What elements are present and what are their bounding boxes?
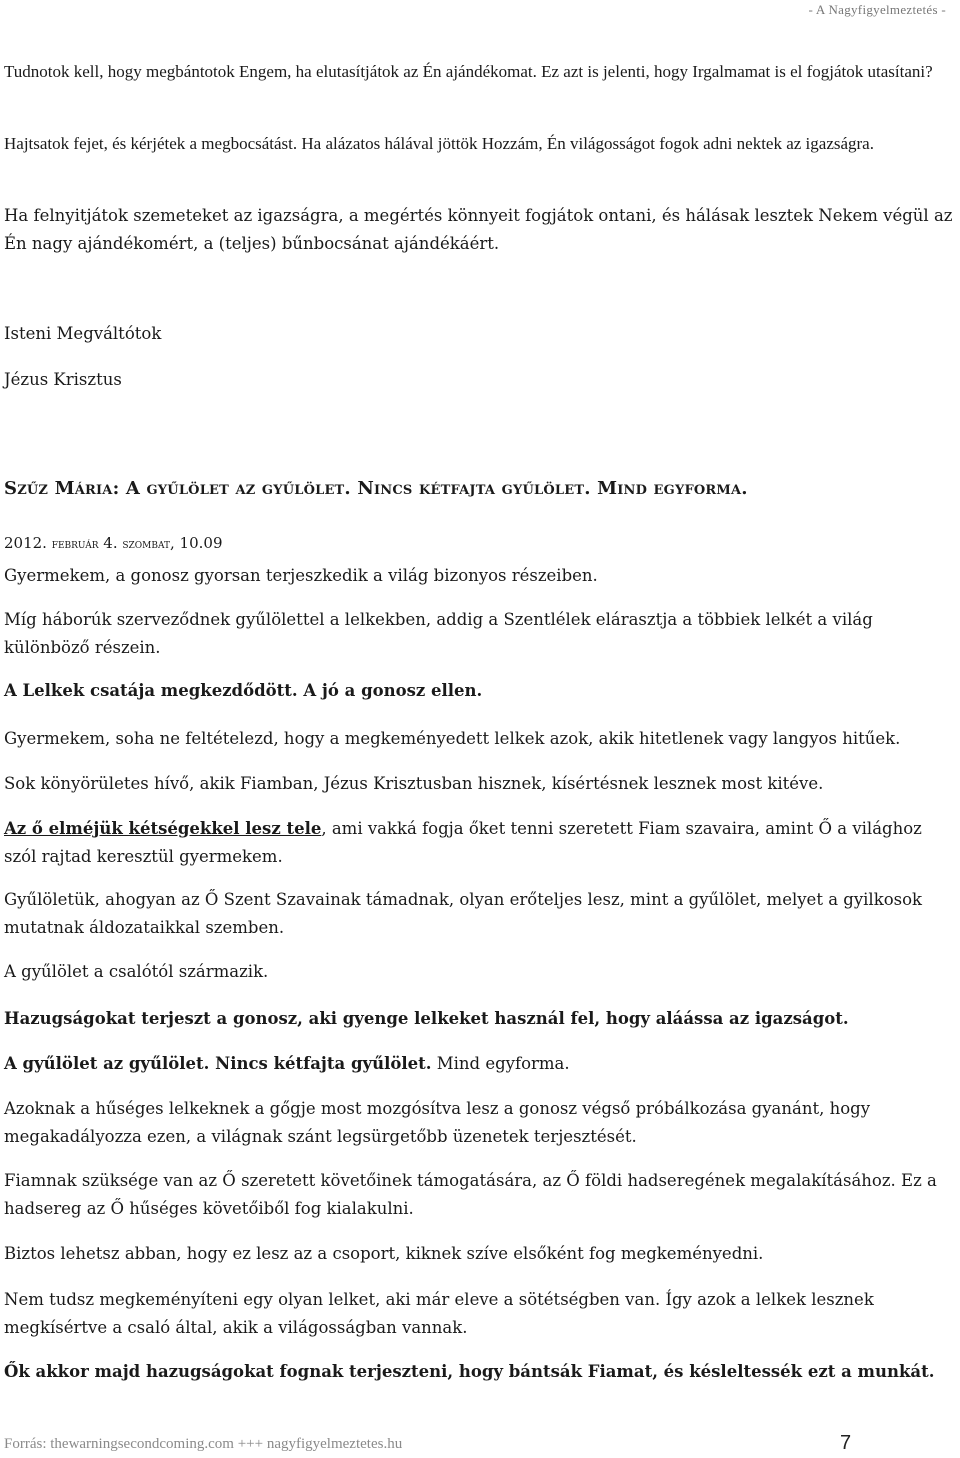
message-paragraph-12: Fiamnak szüksége van az Ő szeretett követőinek támogatására, az Ő földi hadseregének megalakításához. Ez a hadsereg az Ő hűséges követőiből fog kialakulni. xyxy=(4,1171,937,1218)
paragraph-6-rest: , ami vakká fogja őket tenni szeretett Fiam szavaira, amint Ő a világhoz szól rajtad keresztül gyermekem. xyxy=(4,819,922,866)
message-paragraph-14: Nem tudsz megkeményíteni egy olyan lelket, aki már eleve a sötétségben van. Így azok a lelkek lesznek megkísértve a csaló által, akik a világosságban vannak. xyxy=(4,1290,874,1337)
message-paragraph-6 xyxy=(4,815,958,871)
date-month: február xyxy=(51,537,99,552)
signature-line-1: Isteni Megváltótok xyxy=(4,324,162,343)
footer-source: Forrás: thewarningsecondcoming.com +++ nagyfigyelmeztetes.hu xyxy=(4,1436,403,1452)
paragraph-10-bold: A gyűlölet az gyűlölet. Nincs kétfajta gyűlölet. xyxy=(4,1054,432,1073)
message-date xyxy=(4,534,223,552)
message-paragraph-2: Míg háborúk szerveződnek gyűlölettel a lelkekben, addig a Szentlélek elárasztja a többiek lelkét a világ különböző részein. xyxy=(4,610,873,657)
message-paragraph-13: Biztos lehetsz abban, hogy ez lesz az a csoport, kiknek szíve elsőként fog megkeményedni. xyxy=(4,1244,764,1263)
message-paragraph-9: Hazugságokat terjeszt a gonosz, aki gyenge lelkeket használ fel, hogy aláássa az igazságot. xyxy=(4,1009,849,1028)
message-paragraph-8: A gyűlölet a csalótól származik. xyxy=(4,962,269,981)
message-paragraph-7: Gyűlöletük, ahogyan az Ő Szent Szavainak támadnak, olyan erőteljes lesz, mint a gyűlölet, melyet a gyilkosok mutatnak áldozataikkal szemben. xyxy=(4,890,923,937)
running-header: - A Nagyfigyelmeztetés - xyxy=(808,2,946,17)
emphasis-underlined: Az ő elméjük kétségekkel lesz tele xyxy=(4,819,322,838)
message-paragraph-11: Azoknak a hűséges lelkeknek a gőgje most mozgósítva lesz a gonosz végső próbálkozása gyanánt, hogy megakadályozza ezen, a világnak szánt legsürgetőbb üzenetek terjesztését. xyxy=(4,1099,871,1146)
message-paragraph-5: Sok könyörületes hívő, akik Fiamban, Jézus Krisztusban hisznek, kísértésnek lesznek most kitéve. xyxy=(4,774,824,793)
intro-paragraph-3: Ha felnyitjátok szemeteket az igazságra, a megértés könnyeit fogjátok ontani, és hálásak lesztek Nekem végül az Én nagy ajándékomért, a (teljes) bűnbocsánat ajándékáért. xyxy=(4,206,953,253)
message-paragraph-3: A Lelkek csatája megkezdődött. A jó a gonosz ellen. xyxy=(4,681,483,700)
signature-line-2: Jézus Krisztus xyxy=(4,370,122,389)
message-paragraph-4: Gyermekem, soha ne feltételezd, hogy a megkeményedett lelkek azok, akik hitetlenek vagy langyos hitűek. xyxy=(4,729,901,748)
intro-paragraph-1: Tudnotok kell, hogy megbántotok Engem, ha elutasítjátok az Én ajándékomat. Ez azt is jelenti, hogy Irgalmamat is el fogjátok utasítani? xyxy=(4,62,933,81)
message-paragraph-10 xyxy=(4,1050,958,1078)
message-paragraph-1: Gyermekem, a gonosz gyorsan terjeszkedik a világ bizonyos részeiben. xyxy=(4,566,598,585)
date-daynum: 4. xyxy=(98,534,123,552)
intro-paragraph-2: Hajtsatok fejet, és kérjétek a megbocsátást. Ha alázatos hálával jöttök Hozzám, Én világosságot fogok adni nektek az igazságra. xyxy=(4,134,874,153)
message-title: Szűz Mária: A gyűlölet az gyűlölet. Nincs kétfajta gyűlölet. Mind egyforma. xyxy=(4,478,748,499)
date-year: 2012. xyxy=(4,534,52,552)
page-number: 7 xyxy=(840,1432,852,1454)
message-paragraph-15: Ők akkor majd hazugságokat fognak terjeszteni, hogy bántsák Fiamat, és késleltessék ezt a munkát. xyxy=(4,1362,935,1381)
paragraph-10-rest: Mind egyforma. xyxy=(431,1054,570,1073)
date-weekday: szombat xyxy=(122,537,171,552)
date-time: , 10.09 xyxy=(170,534,223,552)
